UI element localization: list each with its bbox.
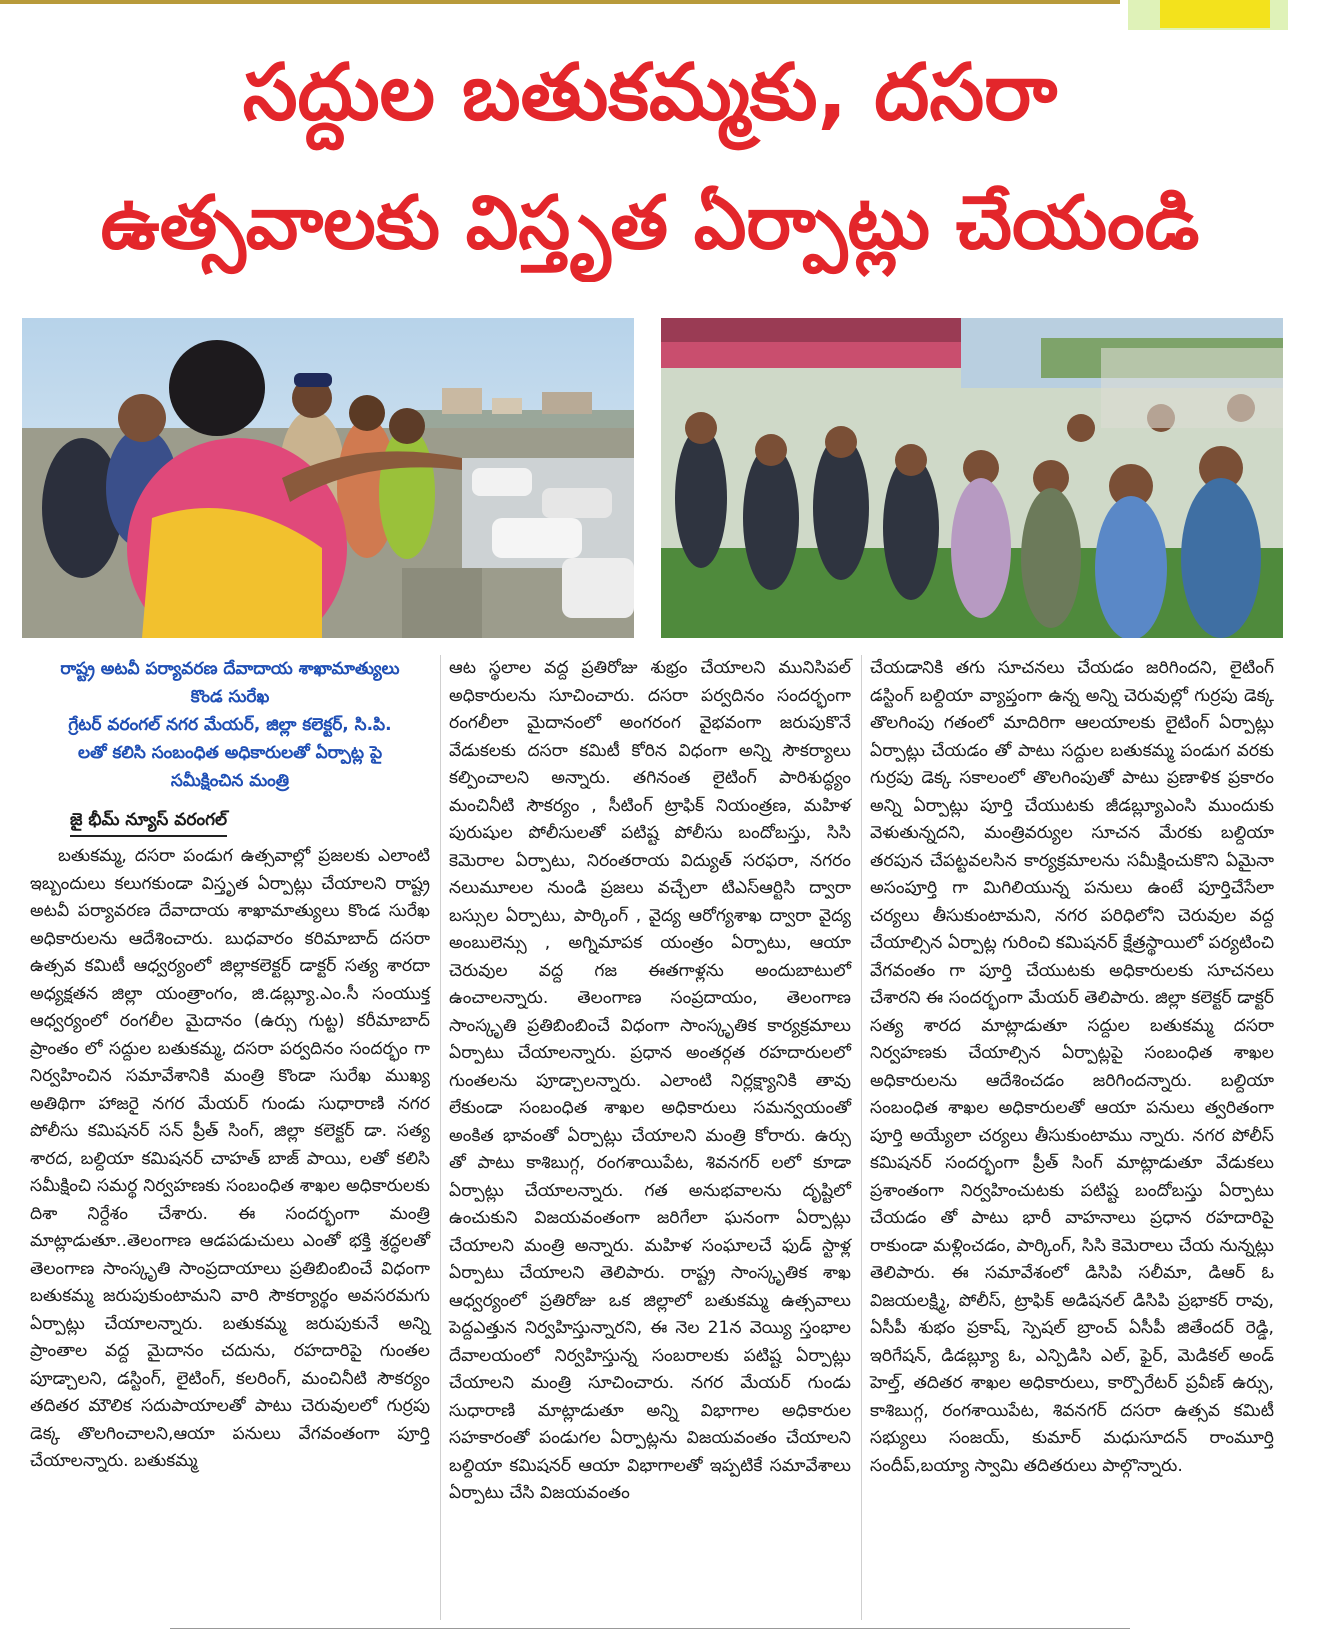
headline-line-1: సద్దుల బతుకమ్మకు, దసరా: [242, 48, 1058, 138]
subhead-line-2: కొండ సురేఖ: [190, 687, 270, 707]
article-column-1: [30, 655, 430, 1476]
headline-line-2: ఉత్సవాలకు విస్తృత ఏర్పాట్లు చేయండి: [100, 180, 1200, 266]
subhead: [30, 655, 430, 795]
article-text-column-1: బతుకమ్మ, దసరా పండుగ ఉత్సవాల్లో ప్రజలకు ఎలాంటి ఇబ్బందులు కలుగకుండా విస్తృత ఏర్పాట్లు చేయాలని రాష్ట్ర అటవీ పర్యావరణ దేవాదాయ శాఖామాత్యులు కొండ సురేఖ అధికారులను ఆదేశించారు. బుధవారం కరిమాబాద్ దసరా ఉత్సవ కమిటీ ఆధ్వర్యంలో జిల్లాకలెక్టర్ డాక్టర్ సత్య శారదా అధ్యక్షతన జిల్లా యంత్రాంగం, జి.డబ్ల్యూ.ఎం.సీ సంయుక్త ఆధ్వర్యంలో రంగలీల మైదానం (ఉర్సు గుట్ట) కరీమాబాద్ ప్రాంతం లో సద్దుల బతుకమ్మ, దసరా పర్వదినం సందర్భం గా నిర్వహించిన సమావేశానికి మంత్రి కొండా సురేఖ ముఖ్య అతిథిగా హాజరై నగర మేయర్ గుండు సుధారాణి నగర పోలీసు కమిషనర్ సన్ ప్రీత్ సింగ్, జిల్లా కలెక్టర్ డా. సత్య శారద, బల్దియా కమిషనర్ చాహత్ బాజ్ పాయి, లతో కలిసి సమీక్షించి సమర్థ నిర్వహణకు సంబంధిత శాఖల అధికారులకు దిశా నిర్దేశం చేశారు. ఈ సందర్భంగా మంత్రి మాట్లాడుతూ..తెలంగాణ ఆడపడుచులు ఎంతో భక్తి శ్రద్ధలతో తెలంగాణ సాంస్కృతి సాంప్రదాయాలు ప్రతిబింబించే విధంగా బతుకమ్మ జరుపుకుంటామని వారి సౌకర్యార్థం అవసరమగు ఏర్పాట్లు చేయాలన్నారు. బతుకమ్మ జరుపుకునే అన్ని ప్రాంతాల వద్ద మైదానం చదును, రహదారిపై గుంతల పూడ్చాలని, డస్టింగ్, లైటింగ్, కలరింగ్, మంచినీటి సౌకర్యం తదితర మౌలిక సదుపాయాలతో పాటు చెరువులలో గుర్రపు డెక్క తొలగించాలని,ఆయా పనులు వేగవంతంగా పూర్తి చేయాలన్నారు. బతుకమ్మ: [30, 846, 430, 1471]
byline-text: జై భీమ్ న్యూస్ వరంగల్: [70, 807, 227, 837]
corner-tab-accent: [1160, 0, 1270, 28]
column-divider: [440, 655, 441, 1620]
photo-minister-inspection: [22, 318, 634, 638]
subhead-line-5: సమీక్షించిన మంత్రి: [170, 771, 290, 791]
subhead-line-3: గ్రేటర్ వరంగల్ నగర మేయర్, జిల్లా కలెక్టర్, సి.పి.: [68, 715, 392, 735]
top-rule: [0, 0, 1120, 4]
article-text-column-2: ఆట స్థలాల వద్ద ప్రతిరోజు శుభ్రం చేయాలని మునిసిపల్ అధికారులను సూచించారు. దసరా పర్వదినం సందర్భంగా రంగలీలా మైదానంలో అంగరంగ వైభవంగా జరుపుకొనే వేడుకలకు దసరా కమిటీ కోరిన విధంగా అన్ని సౌకర్యాలు కల్పించాలని అన్నారు. తగినంత లైటింగ్ పారిశుద్ధ్యం మంచినీటి సౌకర్యం , సీటింగ్ ట్రాఫిక్ నియంత్రణ, మహిళ పురుషుల పోలీసులతో పటిష్ట పోలీసు బందోబస్తు, సిసి కెమెరాల ఏర్పాటు, నిరంతరాయ విద్యుత్ సరఫరా, నగరం నలుమూలల నుండి ప్రజలు వచ్చేలా టిఎస్ఆర్టిసి ద్వారా బస్సుల ఏర్పాటు, పార్కింగ్ , వైద్య ఆరోగ్యశాఖ ద్వారా వైద్య అంబులెన్సు , అగ్నిమాపక యంత్రం ఏర్పాటు, ఆయా చెరువుల వద్ద గజ ఈతగాళ్లను అందుబాటులో ఉంచాలన్నారు. తెలంగాణ సంప్రదాయం, తెలంగాణ సాంస్కృతి ప్రతిబింబించే విధంగా సాంస్కృతిక కార్యక్రమాలు ఏర్పాటు చేయాలన్నారు. ప్రధాన అంతర్గత రహదారులలో గుంతలను పూడ్చాలన్నారు. ఎలాంటి నిర్లక్ష్యానికి తావు లేకుండా సంబంధిత శాఖల అధికారులు సమన్వయంతో అంకిత భావంతో ఏర్పాట్లు చేయాలని మంత్రి కోరారు. ఉర్సు తో పాటు కాశిబుగ్గ, రంగశాయిపేట, శివనగర్ లలో కూడా ఏర్పాట్లు చేయాలన్నారు. గత అనుభవాలను దృష్టిలో ఉంచుకుని విజయవంతంగా జరిగేలా ఘనంగా ఏర్పాట్లు చేయాలని మంత్రి అన్నారు. మహిళ సంఘాలచే ఫుడ్ స్టాళ్ల ఏర్పాటు చేయాలని తెలిపారు. రాష్ట్ర సాంస్కృతిక శాఖ ఆధ్వర్యంలో ప్రతిరోజు ఒక జిల్లాలో బతుకమ్మ ఉత్సవాలు పెద్దఎత్తున నిర్వహిస్తున్నారని, ఈ నెల 21న వెయ్యి స్తంభాల దేవాలయంలో నిర్వహిస్తున్న సంబరాలకు పటిష్ట ఏర్పాట్లు చేయాలని మంత్రి సూచించారు. నగర మేయర్ గుండు సుధారాణి మాట్లాడుతూ అన్ని విభాగాల అధికారుల సహకారంతో పండుగల ఏర్పాట్లను విజయవంతం చేయాలని బల్దియా కమిషనర్ ఆయా విభాగాలతో ఇప్పటికే సమావేశాలు ఏర్పాటు చేసి విజయవంతం: [449, 658, 851, 1503]
article-column-2: [449, 655, 851, 1508]
photo-review-meeting-audience: [661, 318, 1283, 638]
article-text-column-3: చేయడానికి తగు సూచనలు చేయడం జరిగిందని, లైటింగ్ డస్టింగ్ బల్దియా వ్యాప్తంగా ఉన్న అన్ని చెరువుల్లో గుర్రపు డెక్క తొలగింపు గతంలో మాదిరిగా ఆలయాలకు లైటింగ్ ఏర్పాట్లు ఏర్పాట్లు చేయడం తో పాటు సద్దుల బతుకమ్మ పండుగ వరకు గుర్రపు డెక్క సకాలంలో తొలగింపుతో పాటు ప్రణాళిక ప్రకారం అన్ని ఏర్పాట్లు పూర్తి చేయుటకు జీడబ్ల్యూఎంసి ముందుకు వెళుతున్నదని, మంత్రివర్యుల సూచన మేరకు బల్దియా తరపున చేపట్టవలసిన కార్యక్రమాలను సమీక్షించుకొని ఏమైనా అసంపూర్తి గా మిగిలియున్న పనులు ఉంటే పూర్తిచేసేలా చర్యలు తీసుకుంటామని, నగర పరిధిలోని చెరువుల వద్ద చేయాల్సిన ఏర్పాట్ల గురించి కమిషనర్ క్షేత్రస్థాయిలో పర్యటించి వేగవంతం గా పూర్తి చేయుటకు అధికారులకు సూచనలు చేశారని ఈ సందర్భంగా మేయర్ తెలిపారు. జిల్లా కలెక్టర్ డాక్టర్ సత్య శారద మాట్లాడుతూ సద్దుల బతుకమ్మ దసరా నిర్వహణకు చేయాల్సిన ఏర్పాట్లపై సంబంధిత శాఖల అధికారులను ఆదేశించడం జరిగిందన్నారు. బల్దియా సంబంధిత శాఖల అధికారులతో ఆయా పనులు త్వరితంగా పూర్తి అయ్యేలా చర్యలు తీసుకుంటాము న్నారు. నగర పోలీస్ కమిషనర్ సందర్భంగా ప్రీత్ సింగ్ మాట్లాడుతూ వేడుకలు ప్రశాంతంగా నిర్వహించుటకు పటిష్ట బందోబస్తు ఏర్పాటు చేయడం తో పాటు భారీ వాహనాలు ప్రధాన రహదారిపై రాకుండా మళ్లించడం, పార్కింగ్, సిసి కెమెరాలు చేయ నున్నట్లు తెలిపారు. ఈ సమావేశంలో డిసిపి సలీమా, డిఆర్ ఓ విజయలక్ష్మి, పోలీస్, ట్రాఫిక్ అడిషనల్ డిసిపి ప్రభాకర్ రావు, ఏసీపీ శుభం ప్రకాష్, స్పెషల్ బ్రాంచ్ ఏసీపీ జితేందర్ రెడ్డి, ఇరిగేషన్, డిడబ్ల్యూ ఓ, ఎన్పిడిసి ఎల్, ఫైర్, మెడికల్ అండ్ హెల్త్, తదితర శాఖల అధికారులు, కార్పొరేటర్ ప్రవీణ్ ఉర్సు, కాశిబుగ్గ, రంగశాయిపేట, శివనగర్ దసరా ఉత్సవ కమిటీ సభ్యులు సంజయ్, కుమార్ మధుసూదన్ రాంమూర్తి సందీప్,బయ్యా స్వామి తదితరులు పాల్గొన్నారు.: [870, 658, 1274, 1476]
article-column-3: [870, 655, 1274, 1480]
byline: [30, 807, 430, 837]
bottom-rule: [170, 1628, 1130, 1629]
column-divider: [861, 655, 862, 1620]
subhead-line-1: రాష్ట్ర అటవీ పర్యావరణ దేవాదాయ శాఖామాత్యులు: [60, 659, 400, 679]
subhead-line-4: లతో కలిసి సంబంధిత అధికారులతో ఏర్పాట్ల పై: [77, 743, 383, 763]
